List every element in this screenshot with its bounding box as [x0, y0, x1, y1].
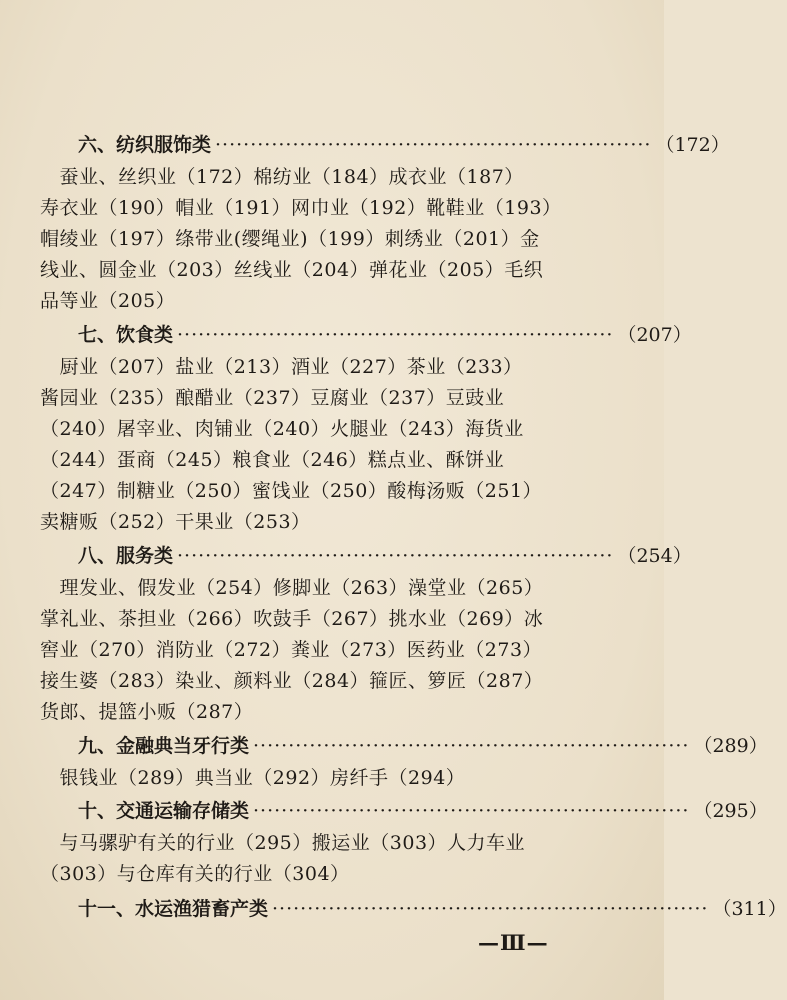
page-number: （295）	[693, 800, 768, 822]
dot-leader: ······························································	[177, 324, 614, 346]
subentry-line: （247）制糖业（250）蜜饯业（250）酸梅汤贩（251）	[40, 480, 543, 502]
subentry-line: 线业、圆金业（203）丝线业（204）弹花业（205）毛织	[40, 259, 544, 281]
subentry-line: （244）蛋商（245）粮食业（246）糕点业、酥饼业	[40, 449, 505, 471]
dot-leader: ······························································	[253, 735, 690, 757]
subentry-line: 卖糖贩（252）干果业（253）	[40, 511, 311, 533]
page-number: （289）	[693, 735, 768, 757]
dot-leader: ······························································	[215, 134, 652, 156]
subentry-line: （303）与仓库有关的行业（304）	[40, 863, 350, 885]
subentry-line: 掌礼业、茶担业（266）吹鼓手（267）挑水业（269）冰	[40, 608, 544, 630]
dot-leader: ······························································	[253, 800, 690, 822]
subentry-line: 厨业（207）盐业（213）酒业（227）茶业（233）	[40, 356, 523, 378]
toc-entry-finance	[78, 731, 768, 758]
subentry-line: 理发业、假发业（254）修脚业（263）澡堂业（265）	[40, 577, 544, 599]
toc-entry-textiles	[78, 130, 730, 157]
subentry-line: 帽绫业（197）绦带业(缨绳业)（199）刺绣业（201）金	[40, 228, 540, 250]
subentry-line: 酱园业（235）酿醋业（237）豆腐业（237）豆豉业	[40, 387, 505, 409]
subentry-line: 货郎、提篮小贩（287）	[40, 701, 254, 723]
subentry-line: 窖业（270）消防业（272）粪业（273）医药业（273）	[40, 639, 543, 661]
subentry-line: 寿衣业（190）帽业（191）网巾业（192）靴鞋业（193）	[40, 197, 562, 219]
toc-entry-services	[78, 541, 692, 568]
section-title: 十一、水运渔猎畜产类	[78, 898, 269, 920]
subentry-line: 品等业（205）	[40, 290, 176, 312]
dot-leader: ······························································	[177, 545, 614, 567]
page-number: （254）	[617, 545, 692, 567]
subentry-line: 接生婆（283）染业、颜料业（284）箍匠、箩匠（287）	[40, 670, 544, 692]
page-folio: —Ⅲ—	[478, 930, 549, 955]
subentry-line: 银钱业（289）典当业（292）房纤手（294）	[40, 767, 466, 789]
subentry-line: 与马骡驴有关的行业（295）搬运业（303）人力车业	[40, 832, 526, 854]
section-title: 六、纺织服饰类	[78, 134, 212, 156]
section-title: 十、交通运输存储类	[78, 800, 250, 822]
dot-leader: ······························································	[272, 898, 709, 920]
toc-entry-transport	[78, 796, 768, 823]
toc-entry-water-transport	[78, 894, 787, 921]
section-title: 九、金融典当牙行类	[78, 735, 250, 757]
section-title: 八、服务类	[78, 545, 174, 567]
subentry-line: （240）屠宰业、肉铺业（240）火腿业（243）海货业	[40, 418, 524, 440]
section-title: 七、饮食类	[78, 324, 174, 346]
toc-entry-food	[78, 320, 692, 347]
page-number: （172）	[655, 134, 730, 156]
page-number: （311）	[712, 898, 787, 920]
page-number: （207）	[617, 324, 692, 346]
subentry-line: 蚕业、丝织业（172）棉纺业（184）成衣业（187）	[40, 166, 524, 188]
